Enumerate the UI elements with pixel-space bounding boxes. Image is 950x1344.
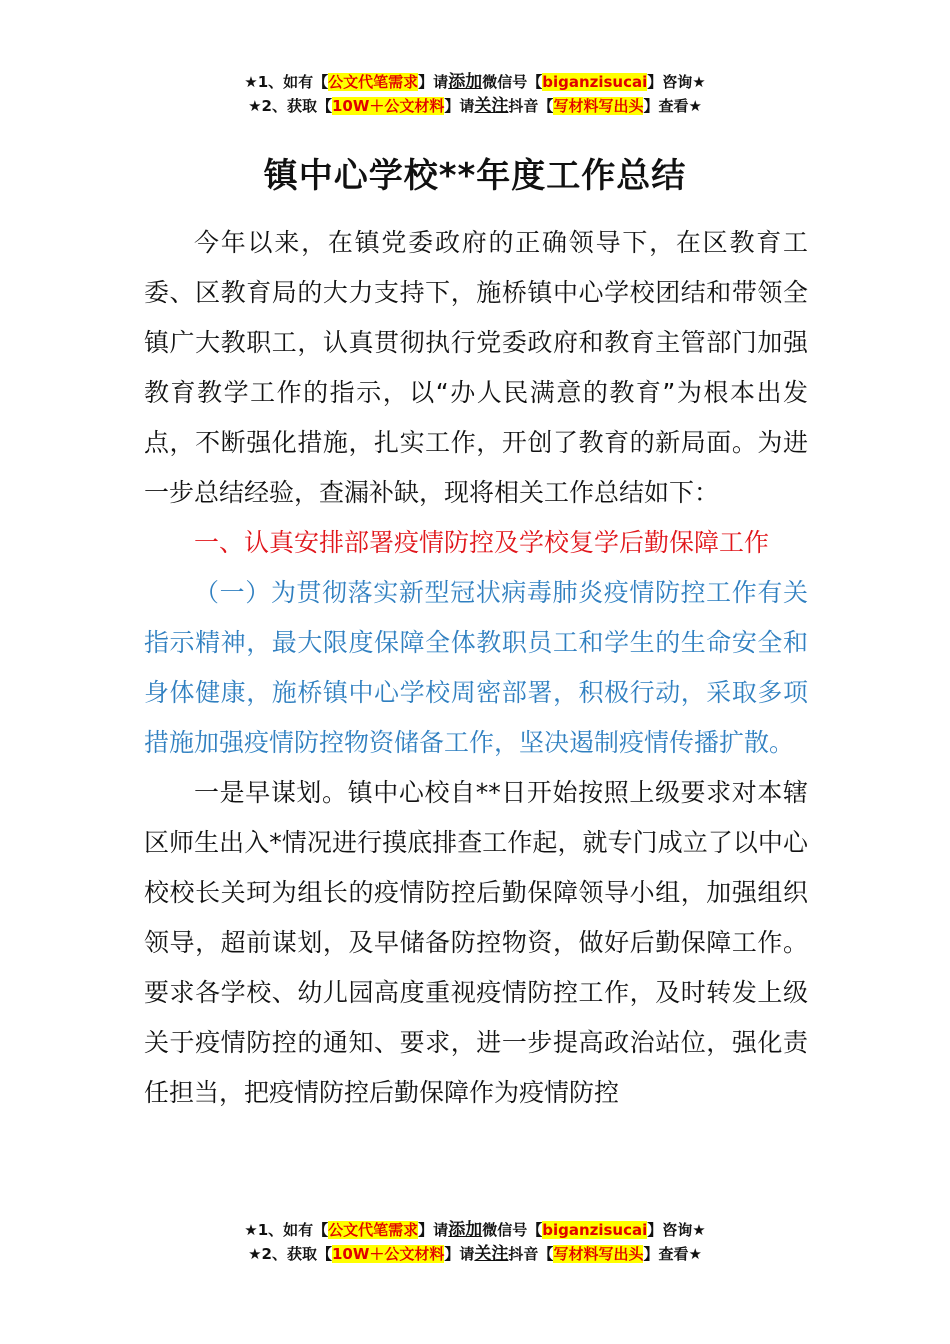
promo-line-2: ★2、获取【10W＋公文材料】请关注抖音【写材料写出头】查看★ — [248, 96, 702, 116]
highlight-service: 公文代笔需求 — [328, 1221, 419, 1239]
promo-banner-bottom — [0, 1218, 950, 1266]
document-title: 镇中心学校**年度工作总结 — [263, 156, 687, 196]
highlight-wechat-id: biganzisucai — [542, 1221, 648, 1239]
subsection-paragraph: （一）为贯彻落实新型冠状病毒肺炎疫情防控工作有关指示精神，最大限度保障全体教职员工和学生的生命安全和身体健康，施桥镇中心学校周密部署，积极行动，采取多项措施加强疫情防控物资储备工作，坚决遏制疫情传播扩散。 — [144, 578, 808, 757]
highlight-douyin: 写材料写出头 — [553, 1245, 644, 1263]
section-heading: 一、认真安排部署疫情防控及学校复学后勤保障工作 — [194, 528, 770, 557]
promo-line-1: ★1、如有【公文代笔需求】请添加微信号【biganzisucai】咨询★ — [244, 72, 706, 92]
promo-line-1: ★1、如有【公文代笔需求】请添加微信号【biganzisucai】咨询★ — [244, 1220, 706, 1240]
highlight-materials: 10W＋公文材料 — [331, 1245, 445, 1263]
highlight-wechat-id: biganzisucai — [542, 73, 648, 91]
highlight-service: 公文代笔需求 — [328, 73, 419, 91]
promo-line-2: ★2、获取【10W＋公文材料】请关注抖音【写材料写出头】查看★ — [248, 1244, 702, 1264]
highlight-materials: 10W＋公文材料 — [331, 97, 445, 115]
body-paragraph: 一是早谋划。镇中心校自**日开始按照上级要求对本辖区师生出入*情况进行摸底排查工作起，就专门成立了以中心校校长关珂为组长的疫情防控后勤保障领导小组，加强组织领导，超前谋划，及早储备防控物资，做好后勤保障工作。要求各学校、幼儿园高度重视疫情防控工作，及时转发上级关于疫情防控的通知、要求，进一步提高政治站位，强化责任担当，把疫情防控后勤保障作为疫情防控 — [144, 778, 808, 1107]
document-body — [144, 218, 808, 1118]
highlight-douyin: 写材料写出头 — [553, 97, 644, 115]
promo-banner-top — [0, 70, 950, 118]
intro-paragraph: 今年以来，在镇党委政府的正确领导下，在区教育工委、区教育局的大力支持下，施桥镇中心学校团结和带领全镇广大教职工，认真贯彻执行党委政府和教育主管部门加强教育教学工作的指示，以“办人民满意的教育”为根本出发点，不断强化措施，扎实工作，开创了教育的新局面。为进一步总结经验，查漏补缺，现将相关工作总结如下： — [144, 228, 808, 507]
